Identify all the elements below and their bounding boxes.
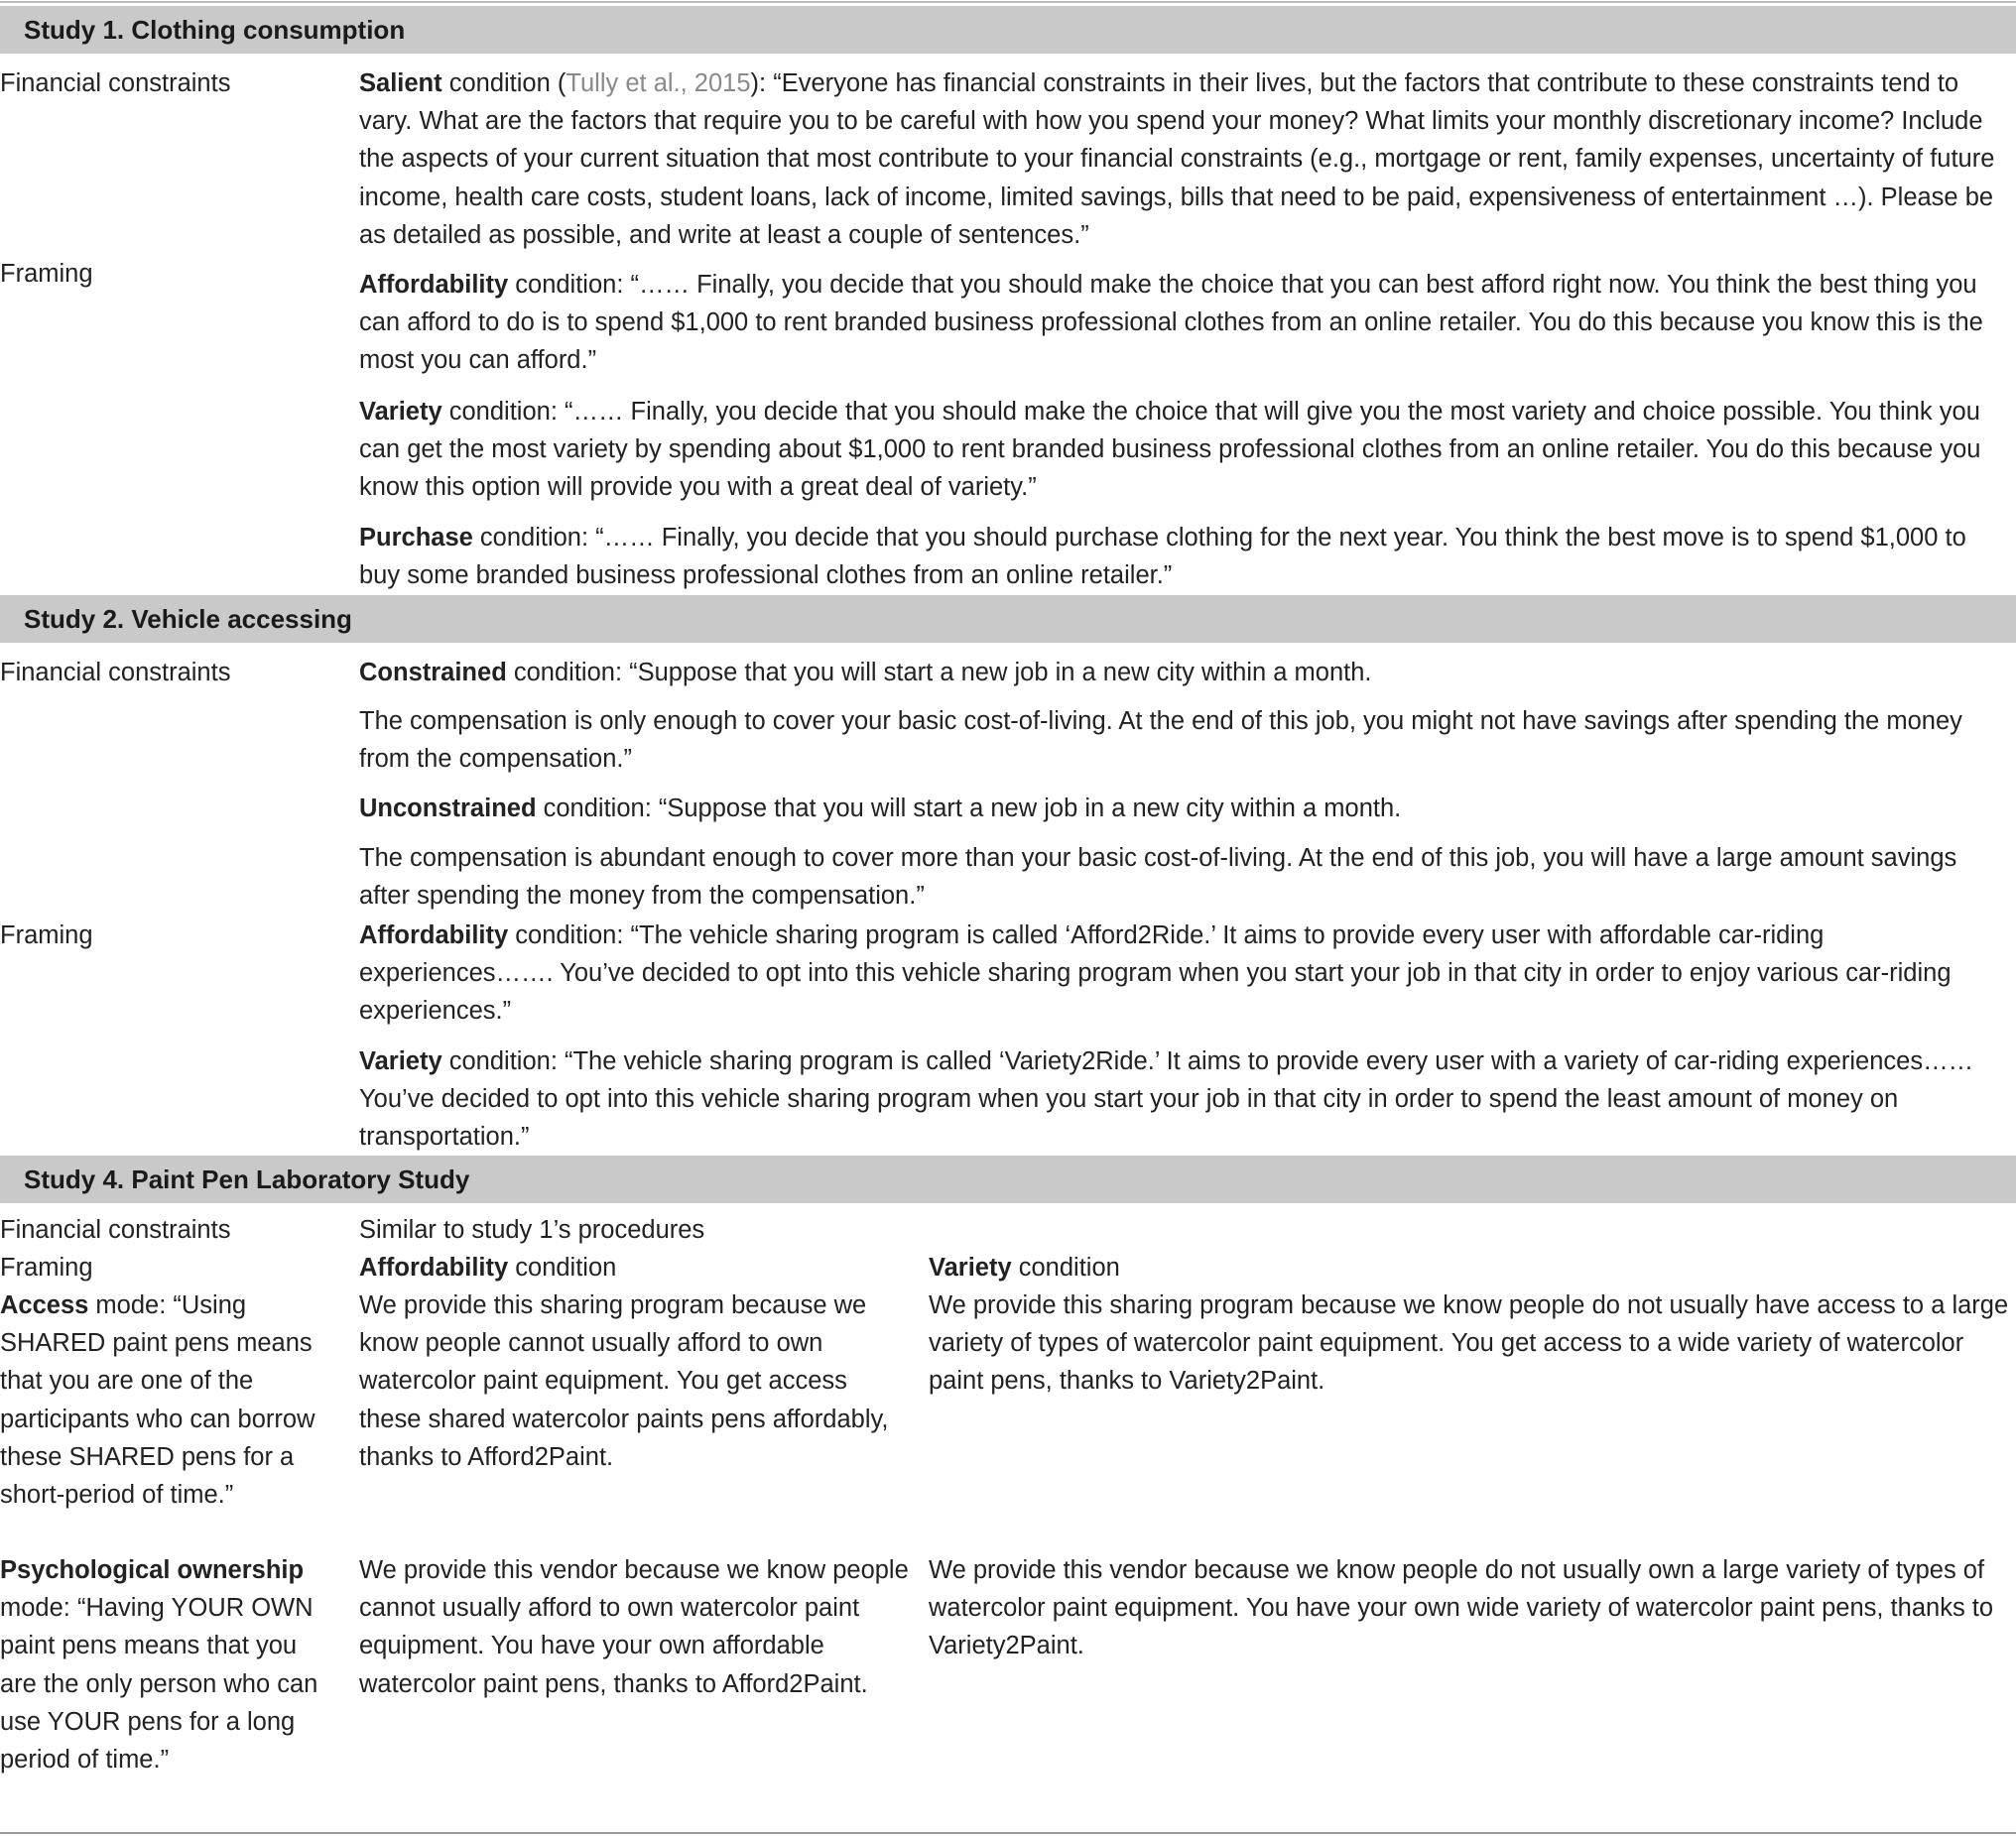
study-1-purchase-condition xyxy=(359,519,2006,594)
affordability-label: Affordability xyxy=(359,921,509,949)
study-4-variety-heading xyxy=(929,1249,2010,1286)
unconstrained-label: Unconstrained xyxy=(359,795,537,822)
variety-text: condition: “The vehicle sharing program is called ‘Variety2Ride.’ It aims to provide every user with a variety of car-riding experiences…… You’ve decided to opt into this vehicle sharing program when you start your job in that city in order to spend the least amount of money on transportation.” xyxy=(359,1047,1974,1152)
study-2-framing-label: Framing xyxy=(0,921,93,949)
affordability-text: condition: “…… Finally, you decide that you should make the choice that you can best afford right now. You think the best thing you can afford to do is to spend $1,000 to rent branded business professional clothes from an online retailer. You do this because you know this is the most you can afford.” xyxy=(359,271,1983,375)
variety-label: Variety xyxy=(929,1254,1012,1282)
study-1-financial-constraints-label: Financial constraints xyxy=(0,69,231,97)
study-4-ownership-affordability: We provide this vendor because we know people cannot usually afford to own watercolor paint equipment. You have your own affordable watercolor paint pens, thanks to Afford2Paint. xyxy=(359,1556,909,1698)
study-4-access-mode xyxy=(0,1286,337,1514)
ownership-label: Psychological ownership xyxy=(0,1556,305,1584)
variety-text: condition: “…… Finally, you decide that you should make the choice that will give you the most variety and choice possible. You think you can get the most variety by spending about $1,000 to rent branded business professional clothes from an online retailer. You do this because you know this option will provide you with a great deal of variety.” xyxy=(359,398,1981,502)
study-2-variety-condition xyxy=(359,1042,2006,1157)
purchase-label: Purchase xyxy=(359,524,473,551)
salient-text: ): “Everyone has financial constraints in their lives, but the factors that contribute to these constraints tend to vary. What are the factors that require you to be careful with how you spend your money? What limits your monthly discretionary income? Include the aspects of your current situation that most contribute to your financial constraints (e.g., mortgage or rent, family expenses, uncertainty of future income, health care costs, student loans, lack of income, limited savings, bills that need to be paid, expensiveness of entertainment …). Please be as detailed as possible, and write at least a couple of sentences.” xyxy=(359,69,1995,249)
study-2-header: Study 2. Vehicle accessing xyxy=(0,595,2016,643)
study-4-financial-constraints-text: Similar to study 1’s procedures xyxy=(359,1216,705,1244)
salient-label: Salient xyxy=(359,69,442,97)
constrained-label: Constrained xyxy=(359,659,507,686)
study-2-financial-constraints-label: Financial constraints xyxy=(0,659,231,686)
study-4-framing-label: Framing xyxy=(0,1254,93,1282)
study-4-ownership-mode xyxy=(0,1551,337,1778)
study-1-salient-condition xyxy=(359,64,2006,254)
study-2-unconstrained-paragraph-2: The compensation is abundant enough to cover more than your basic cost-of-living. At the end of this job, you will have a large amount savings after spending the money from the compensation.” xyxy=(359,844,1957,911)
study-1-affordability-condition xyxy=(359,266,2006,380)
affordability-label: Affordability xyxy=(359,271,509,299)
study-2-constrained-paragraph-2: The compensation is only enough to cover your basic cost-of-living. At the end of this job, you might not have savings after spending the money from the compensation.” xyxy=(359,707,1962,774)
variety-label: Variety xyxy=(359,1047,442,1075)
study-2-affordability-condition xyxy=(359,917,2006,1031)
table-bottom-rule xyxy=(0,1832,2016,1834)
citation-link[interactable]: Tully et al., 2015 xyxy=(566,69,751,97)
ownership-text: mode: “Having YOUR OWN paint pens means that you are the only person who can use YOUR pens for a long period of time.” xyxy=(0,1594,318,1775)
affordability-label: Affordability xyxy=(359,1254,509,1282)
variety-label: Variety xyxy=(359,398,442,426)
study-2-constrained-condition xyxy=(359,654,2006,691)
study-4-ownership-variety: We provide this vendor because we know people do not usually own a large variety of types of watercolor paint equipment. You have your own wide variety of watercolor paint pens, thanks to Variety2Paint. xyxy=(929,1556,1994,1660)
study-4-header: Study 4. Paint Pen Laboratory Study xyxy=(0,1156,2016,1203)
study-4-access-affordability: We provide this sharing program because we know people cannot usually afford to own watercolor paint equipment. You get access these shared watercolor paints pens affordably, thanks to Afford2Paint. xyxy=(359,1291,889,1471)
study-4-affordability-heading xyxy=(359,1249,911,1286)
constrained-text: condition: “Suppose that you will start a new job in a new city within a month. xyxy=(506,659,1372,686)
study-2-unconstrained-condition xyxy=(359,790,2006,827)
study-1-framing-label: Framing xyxy=(0,260,93,288)
affordability-text: condition xyxy=(508,1254,617,1282)
table-top-rule xyxy=(0,1,2016,3)
study-4-access-variety: We provide this sharing program because we know people do not usually have access to a large variety of types of watercolor paint equipment. You get access to a wide variety of watercolor paint pens, thanks to Variety2Paint. xyxy=(929,1291,2009,1396)
unconstrained-text: condition: “Suppose that you will start a new job in a new city within a month. xyxy=(536,795,1402,822)
variety-text: condition xyxy=(1011,1254,1120,1282)
study-1-header: Study 1. Clothing consumption xyxy=(0,6,2016,54)
purchase-text: condition: “…… Finally, you decide that you should purchase clothing for the next year. You think the best move is to spend $1,000 to buy some branded business professional clothes from an online retailer.” xyxy=(359,524,1966,590)
study-1-variety-condition xyxy=(359,393,2006,507)
access-text: mode: “Using SHARED paint pens means that you are one of the participants who can borrow these SHARED pens for a short-period of time.” xyxy=(0,1291,315,1510)
access-label: Access xyxy=(0,1291,89,1319)
affordability-text: condition: “The vehicle sharing program is called ‘Afford2Ride.’ It aims to provide every user with affordable car-riding experiences……. You’ve decided to opt into this vehicle sharing program when you start your job in that city in order to enjoy various car-riding experiences.” xyxy=(359,921,1952,1026)
salient-word: condition ( xyxy=(441,69,567,97)
study-4-financial-constraints-label: Financial constraints xyxy=(0,1216,231,1244)
